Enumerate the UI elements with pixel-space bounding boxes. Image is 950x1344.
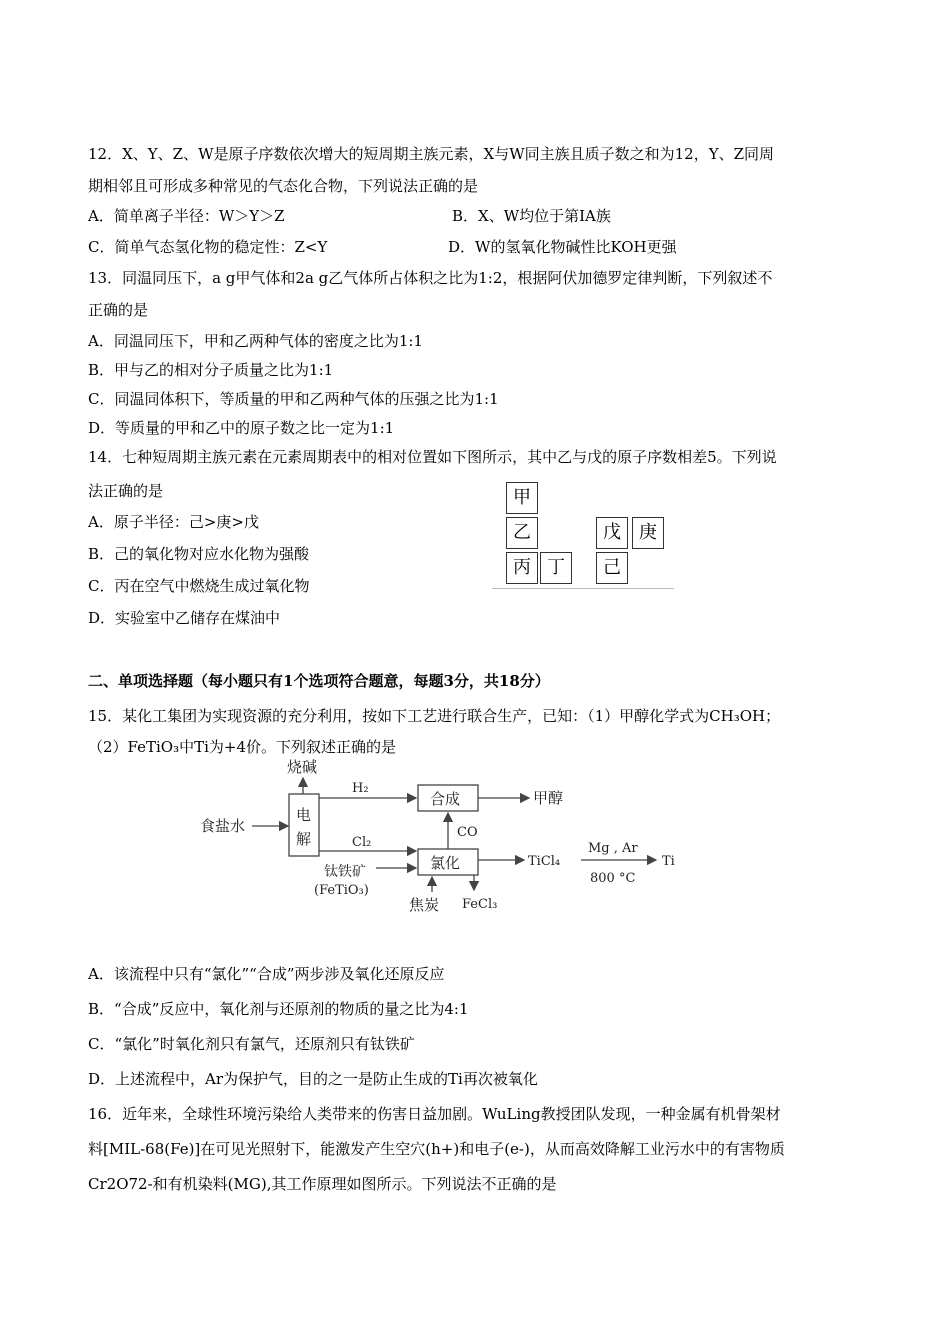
label-luhua: 氯化 [430, 854, 461, 872]
label-cl2: Cl₂ [352, 835, 372, 850]
q12-option-d: D．W的氢氧化物碱性比KOH更强 [448, 238, 677, 256]
q13-option-c: C．同温同体积下，等质量的甲和乙两种气体的压强之比为1:1 [88, 390, 499, 408]
q15-option-d: D．上述流程中，Ar为保护气，目的之一是防止生成的Ti再次被氧化 [88, 1070, 538, 1088]
q12-stem-line1: 12．X、Y、Z、W是原子序数依次增大的短周期主族元素，X与W同主族且质子数之和为12，Y、Z同周 [88, 145, 775, 163]
process-flow-diagram [196, 752, 716, 921]
q14-option-d: D．实验室中乙储存在煤油中 [88, 609, 281, 627]
cell-geng: 庚 [632, 517, 664, 549]
q15-option-c: C．“氯化”时氧化剂只有氯气，还原剂只有钛铁矿 [88, 1035, 415, 1053]
label-mg-ar: Mg , Ar [588, 841, 638, 856]
q13-stem-line1: 13．同温同压下，a g甲气体和2a g乙气体所占体积之比为1:2，根据阿伏加德罗定律判断，下列叙述不 [88, 269, 773, 287]
q14-option-c: C．丙在空气中燃烧生成过氧化物 [88, 577, 310, 595]
q16-stem-line1: 16．近年来，全球性环境污染给人类带来的伤害日益加剧。WuLing教授团队发现，一种金属有机骨架材 [88, 1105, 781, 1123]
label-temp: 800 °C [590, 871, 636, 886]
label-titiekuang: 钛铁矿 [324, 864, 366, 880]
q16-stem-line2: 料[MIL-68(Fe)]在可见光照射下，能激发产生空穴(h+)和电子(e-)，从而高效降解工业污水中的有害物质 [88, 1140, 785, 1158]
label-jiaotan: 焦炭 [409, 896, 440, 914]
q13-option-a: A．同温同压下，甲和乙两种气体的密度之比为1:1 [88, 332, 423, 350]
label-jiachun: 甲醇 [533, 789, 564, 807]
q15-stem-line1: 15．某化工集团为实现资源的充分利用，按如下工艺进行联合生产，已知：（1）甲醇化学式为CH₃OH； [88, 707, 781, 725]
q12-option-a: A．简单离子半径：W＞Y＞Z [88, 207, 285, 225]
q12-option-c: C．简单气态氢化物的稳定性：Z<Y [88, 238, 328, 256]
q15-option-a: A．该流程中只有“氯化”“合成”两步涉及氧化还原反应 [88, 965, 445, 983]
label-shiyanshui: 食盐水 [200, 817, 246, 835]
section-2-heading: 二、单项选择题（每小题只有1个选项符合题意，每题3分，共18分） [88, 672, 550, 690]
label-co: CO [457, 825, 478, 840]
label-ticl4: TiCl₄ [528, 854, 561, 869]
q14-stem-line2: 法正确的是 [88, 482, 164, 500]
table-underline [492, 588, 674, 589]
q16-stem-line3: Cr2O72-和有机染料(MG),其工作原理如图所示。下列说法不正确的是 [88, 1175, 557, 1193]
q13-option-d: D．等质量的甲和乙中的原子数之比一定为1:1 [88, 419, 395, 437]
cell-ji: 己 [596, 552, 628, 584]
label-hecheng: 合成 [430, 790, 461, 808]
label-jie: 解 [296, 830, 312, 848]
cell-jia: 甲 [506, 482, 538, 514]
label-ti: Ti [662, 854, 675, 869]
q12-stem-line2: 期相邻且可形成多种常见的气态化合物，下列说法正确的是 [88, 177, 479, 195]
label-dian: 电 [296, 806, 312, 824]
label-fetio3: (FeTiO₃) [314, 883, 369, 898]
q13-stem-line2: 正确的是 [88, 301, 149, 319]
q14-option-a: A．原子半径：己>庚>戊 [88, 513, 259, 531]
label-shaojian: 烧碱 [287, 758, 318, 776]
cell-yi: 乙 [506, 517, 538, 549]
cell-ding: 丁 [540, 552, 572, 584]
q13-option-b: B．甲与乙的相对分子质量之比为1:1 [88, 361, 334, 379]
q15-stem-line2: （2）FeTiO₃中Ti为+4价。下列叙述正确的是 [88, 738, 397, 756]
q12-option-b: B．X、W均位于第IA族 [452, 207, 611, 225]
q14-stem-line1: 14．七种短周期主族元素在元素周期表中的相对位置如下图所示，其中乙与戊的原子序数相差5。下列说 [88, 448, 777, 466]
q15-option-b: B．“合成”反应中，氧化剂与还原剂的物质的量之比为4:1 [88, 1000, 469, 1018]
cell-bing: 丙 [506, 552, 538, 584]
q14-option-b: B．己的氧化物对应水化物为强酸 [88, 545, 310, 563]
cell-wu: 戊 [596, 517, 628, 549]
label-h2: H₂ [352, 781, 369, 796]
label-fecl3: FeCl₃ [462, 897, 498, 912]
